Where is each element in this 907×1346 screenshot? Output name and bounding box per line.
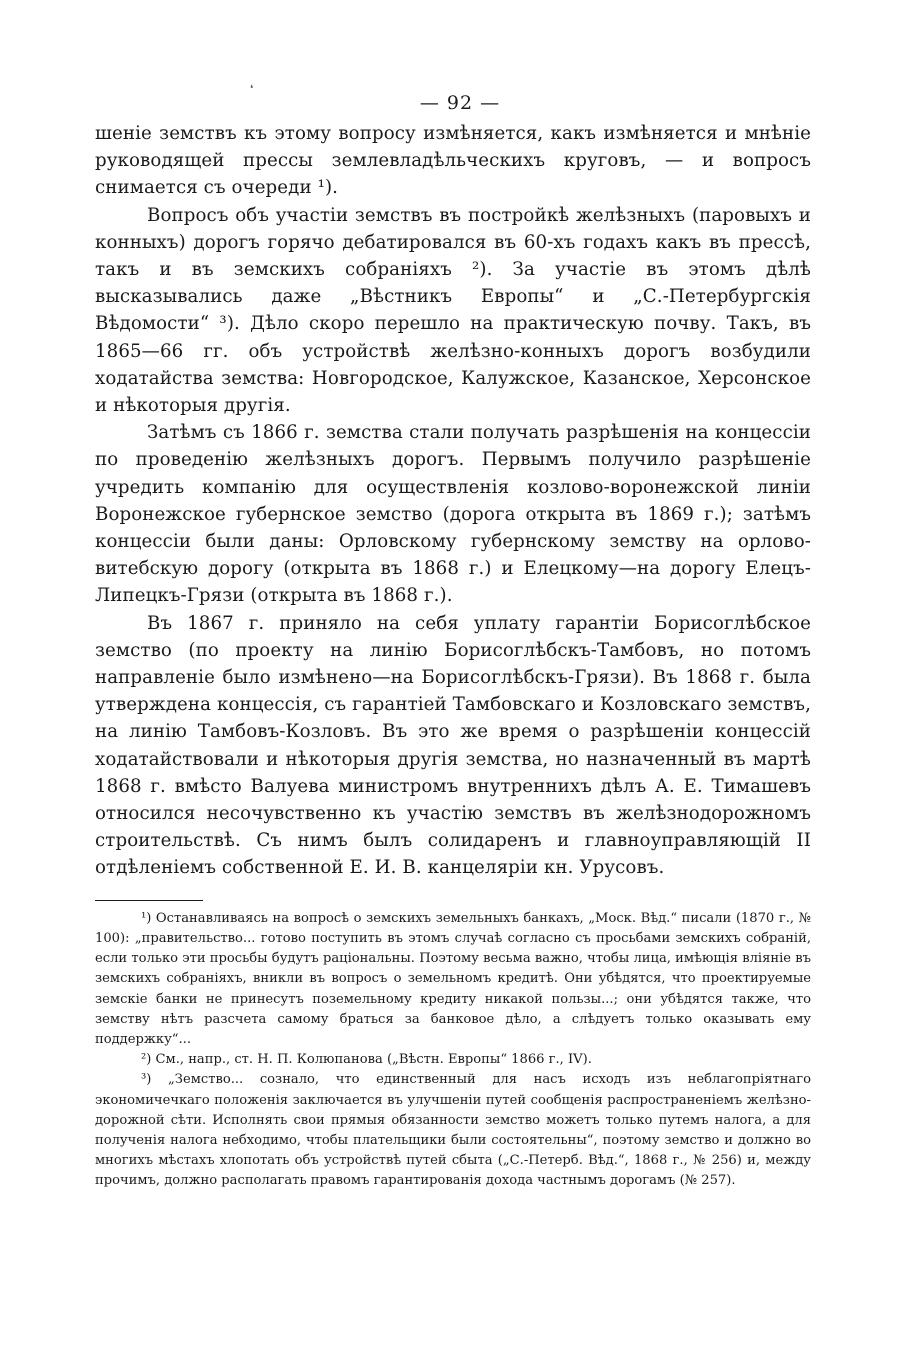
ink-speck: ❛ [250, 84, 254, 95]
footnote-divider [95, 900, 203, 901]
paragraph-continued: шеніе земствъ къ этому вопросу измѣняется, какъ измѣняется и мнѣніе руководящей прессы землевладѣльческихъ круговъ, — и вопросъ снимается съ очереди ¹). [95, 123, 811, 199]
footnotes [95, 909, 811, 1192]
paragraph-railway-question: Вопросъ объ участіи земствъ въ постройкѣ желѣзныхъ (паровыхъ и конныхъ) дорогъ горячо дебатировался въ 60-хъ годахъ какъ въ прессѣ, такъ и въ земскихъ собраніяхъ ²). За участіе въ этомъ дѣлѣ высказывались даже „Вѣстникъ Европы“ и „С.-Петербургскія Вѣдомости“ ³). Дѣло скоро перешло на практическую почву. Такъ, въ 1865—66 гг. объ устройствѣ желѣзно-конныхъ дорогъ возбудили ходатайства земства: Новгородское, Калужское, Казанское, Херсонское и нѣкоторыя другія. [95, 204, 811, 417]
main-text [95, 120, 811, 882]
paragraph-concessions-1866: Затѣмъ съ 1866 г. земства стали получать разрѣшенія на концессіи по проведенію желѣзныхъ дорогъ. Первымъ получило разрѣшеніе учредить компанію для осуществленія козлово-воронежской линіи Воронежское губернское земство (дорога открыта въ 1869 г.); затѣмъ концессіи были даны: Орловскому губернскому земству на орлово-витебскую дорогу (открыта въ 1868 г.) и Елецкому—на дорогу Елецъ-Липецкъ-Грязи (открыта въ 1868 г.). [95, 422, 811, 607]
paragraph-borisoglebsk-1867: Въ 1867 г. приняло на себя уплату гарантіи Борисоглѣбское земство (по проекту на линію Борисоглѣбскъ-Тамбовъ, но потомъ направленіе было измѣнено—на Борисоглѣбскъ-Грязи). Въ 1868 г. была утверждена концессія, съ гарантіей Тамбовскаго и Козловскаго земствъ, на линію Тамбовъ-Козловъ. Въ это же время о разрѣшеніи концессій ходатайствовали и нѣкоторыя другія земства, но назначенный въ мартѣ 1868 г. вмѣсто Валуева министромъ внутреннихъ дѣлъ А. Е. Тимашевъ относился несочувственно къ участію земствъ въ желѣзнодорожномъ строительствѣ. Съ нимъ былъ солидаренъ и главноуправляющій II отдѣленіемъ собственной Е. И. В. канцеляріи кн. Урусовъ. [95, 612, 811, 879]
page-number: — 92 — [419, 92, 501, 114]
footnote-1: ¹) Останавливаясь на вопросѣ о земскихъ земельныхъ банкахъ, „Моск. Вѣд.“ писали (1870 г., № 100): „правительство... готово поступить въ этомъ случаѣ согласно съ просьбами земскихъ собраній, если только эти просьбы будутъ раціональны. Поэтому весьма важно, чтобы лица, имѣющія вліяніе въ земскихъ собраніяхъ, вникли въ вопросъ о земельномъ кредитѣ. Они убѣдятся, что проектируемые земскіе банки не принесутъ поземельному кредиту никакой пользы...; они убѣдятся также, что земству нѣтъ разсчета самому браться за банковое дѣло, а слѣдуетъ только оказывать ему поддержку“... [95, 910, 811, 1047]
book-page [95, 86, 811, 1192]
footnote-2: ²) См., напр., ст. Н. П. Колюпанова („Вѣстн. Европы“ 1866 г., IV). [141, 1052, 592, 1068]
footnote-3: ³) „Земство... сознало, что единственный для насъ исходъ изъ неблагопріятнаго экономичечкаго положенія заключается въ улучшеніи путей сообщенія распространеніемъ желѣзно-дорожной сѣти. Исполнять свои прямыя обязанности земство можетъ только путемъ налога, а для полученія налога небходимо, чтобы плательщики были состоятельны“, поэтому земство и должно во многихъ мѣстахъ хлопотать объ устройствѣ путей сбыта („С.-Петерб. Вѣд.“, 1868 г., № 256) и, между прочимъ, должно располагать правомъ гарантированія дохода частнымъ дорогамъ (№ 257). [95, 1072, 811, 1189]
